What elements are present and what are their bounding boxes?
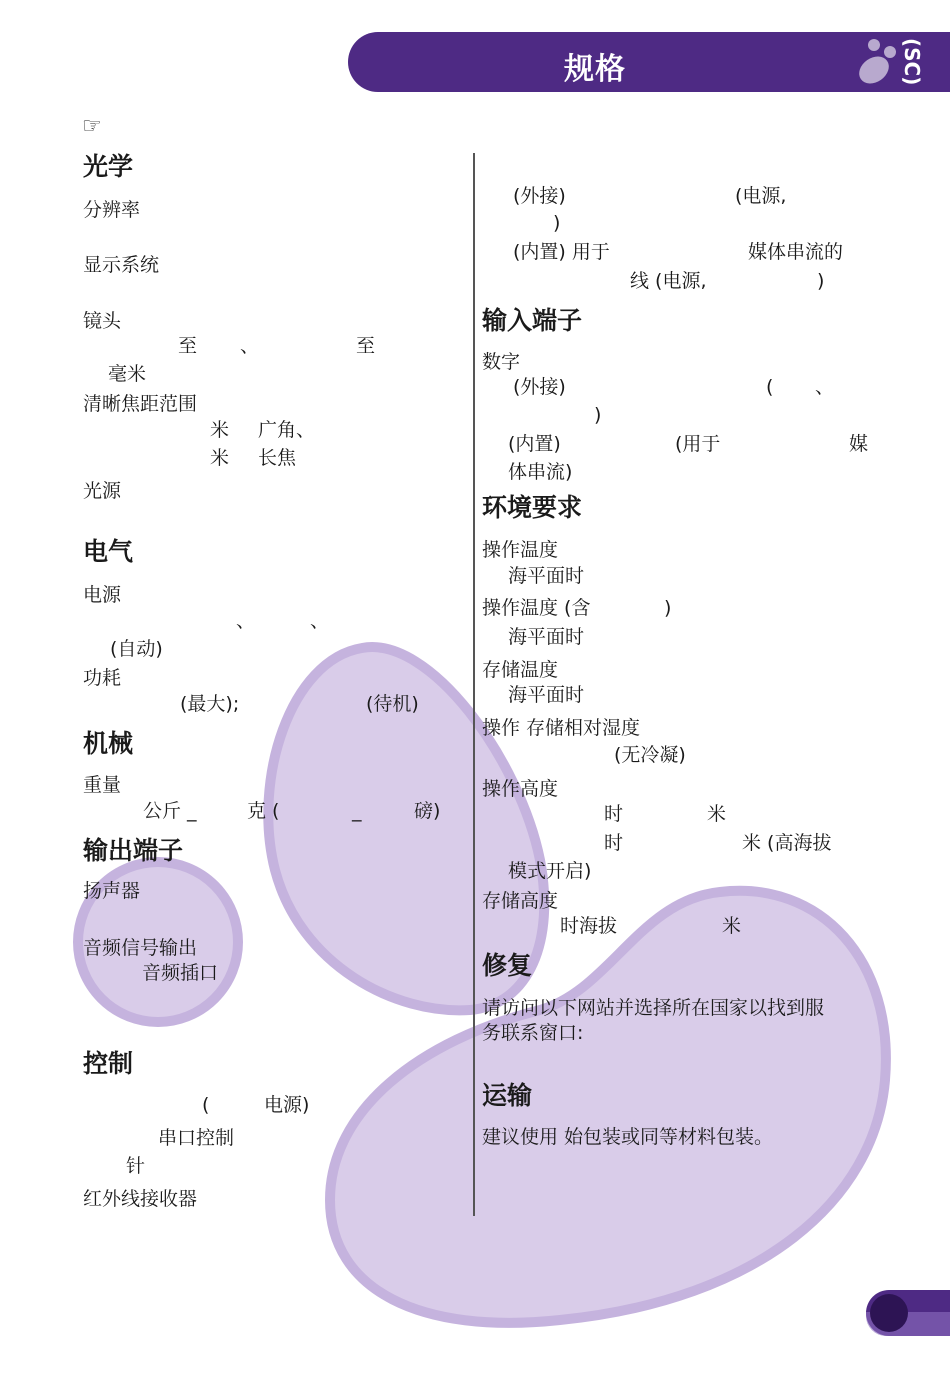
altitude-when-2: 时 bbox=[604, 832, 624, 854]
focus-tele: 长焦 bbox=[258, 447, 297, 469]
control-paren: ( bbox=[202, 1094, 210, 1116]
input-ext: (外接) bbox=[513, 376, 566, 398]
label-op-temp: 操作温度 bbox=[482, 539, 559, 561]
label-op-altitude: 操作高度 bbox=[482, 778, 559, 800]
label-digital: 数字 bbox=[482, 351, 521, 373]
heading-control: 控制 bbox=[83, 1049, 134, 1078]
heading-optics: 光学 bbox=[83, 152, 134, 181]
altitude-mode: 模式开启) bbox=[508, 860, 592, 882]
usb-int-line: 线 (电源, bbox=[630, 270, 707, 292]
weight-lb: 磅) bbox=[414, 800, 441, 822]
focus-meter-1: 米 bbox=[210, 419, 230, 441]
sea-level-2: 海平面时 bbox=[508, 626, 585, 648]
label-weight: 重量 bbox=[83, 774, 122, 796]
label-speaker: 扬声器 bbox=[83, 880, 141, 902]
power-sep-1: 、 bbox=[236, 610, 256, 632]
petal-icon bbox=[852, 38, 898, 88]
power-sep-2: 、 bbox=[310, 610, 330, 632]
consumption-max: (最大); bbox=[180, 693, 240, 715]
control-power: 电源) bbox=[264, 1094, 310, 1116]
heading-output: 输出端子 bbox=[83, 836, 184, 865]
label-op-temp-incl: 操作温度 (含 bbox=[482, 597, 591, 619]
weight-kg: 公斤 _ bbox=[143, 800, 197, 822]
sea-level-3: 海平面时 bbox=[508, 684, 585, 706]
power-auto: (自动) bbox=[110, 638, 163, 660]
label-focus-range: 清晰焦距范围 bbox=[83, 393, 198, 415]
label-lens: 镜头 bbox=[83, 310, 122, 332]
input-int-for: (用于 bbox=[675, 433, 721, 455]
input-int-stream: 体串流) bbox=[508, 461, 573, 483]
altitude-m-2: 米 (高海拔 bbox=[742, 832, 832, 854]
input-ext-close: ) bbox=[594, 404, 602, 426]
altitude-when-1: 时 bbox=[604, 803, 624, 825]
lens-to-1: 至 bbox=[178, 335, 198, 357]
label-audio-out: 音频信号输出 bbox=[83, 937, 198, 959]
input-int-media: 媒 bbox=[849, 433, 869, 455]
page-tab-circle bbox=[870, 1294, 908, 1332]
sea-level-1: 海平面时 bbox=[508, 565, 585, 587]
label-storage-temp: 存储温度 bbox=[482, 659, 559, 681]
label-consumption: 功耗 bbox=[83, 667, 122, 689]
no-condensation: (无冷凝) bbox=[614, 744, 686, 766]
page-title: 规格 bbox=[564, 52, 626, 87]
usb-ext-power: (电源, bbox=[735, 185, 787, 207]
heading-mechanical: 机械 bbox=[83, 729, 134, 758]
heading-repair: 修复 bbox=[482, 951, 533, 980]
storage-m: 米 bbox=[722, 915, 742, 937]
label-power: 电源 bbox=[83, 584, 122, 606]
usb-int: (内置) 用于 bbox=[513, 241, 610, 263]
focus-wide: 广角、 bbox=[258, 419, 316, 441]
pointing-hand-icon: ☞ bbox=[82, 114, 102, 139]
label-resolution: 分辨率 bbox=[83, 199, 141, 221]
label-storage-altitude: 存储高度 bbox=[482, 890, 559, 912]
heading-shipping: 运输 bbox=[482, 1081, 533, 1110]
input-ext-paren: ( bbox=[766, 376, 774, 398]
repair-text-2: 务联系窗口: bbox=[482, 1022, 584, 1044]
repair-text-1: 请访问以下网站并选择所在国家以找到服 bbox=[482, 997, 825, 1019]
heading-environment: 环境要求 bbox=[482, 493, 583, 522]
op-temp-incl-close: ) bbox=[664, 597, 672, 619]
lens-mm: 毫米 bbox=[108, 363, 147, 385]
weight-g: 克 ( bbox=[247, 800, 280, 822]
altitude-m-1: 米 bbox=[707, 803, 727, 825]
usb-ext: (外接) bbox=[513, 185, 566, 207]
audio-jack: 音频插口 bbox=[142, 962, 219, 984]
storage-when: 时海拔 bbox=[560, 915, 618, 937]
label-display-system: 显示系统 bbox=[83, 254, 160, 276]
control-pin: 针 bbox=[126, 1155, 146, 1177]
consumption-standby: (待机) bbox=[366, 693, 419, 715]
language-tab: (SC) bbox=[900, 38, 924, 86]
label-ir-receiver: 红外线接收器 bbox=[83, 1188, 198, 1210]
lens-separator: 、 bbox=[240, 335, 260, 357]
heading-input: 输入端子 bbox=[482, 306, 583, 335]
lens-to-2: 至 bbox=[356, 335, 376, 357]
heading-electrical: 电气 bbox=[83, 537, 134, 566]
input-int: (内置) bbox=[508, 433, 561, 455]
label-light-source: 光源 bbox=[83, 480, 122, 502]
control-serial: 串口控制 bbox=[158, 1127, 235, 1149]
label-humidity: 操作 存储相对湿度 bbox=[482, 717, 641, 739]
shipping-text: 建议使用 始包装或同等材料包装。 bbox=[482, 1126, 774, 1148]
usb-int-media: 媒体串流的 bbox=[748, 241, 844, 263]
column-divider bbox=[473, 153, 475, 1216]
focus-meter-2: 米 bbox=[210, 447, 230, 469]
weight-underscore: _ bbox=[352, 800, 362, 822]
usb-ext-close: ) bbox=[553, 212, 561, 234]
usb-int-close: ) bbox=[817, 270, 825, 292]
input-ext-sep: 、 bbox=[815, 376, 835, 398]
